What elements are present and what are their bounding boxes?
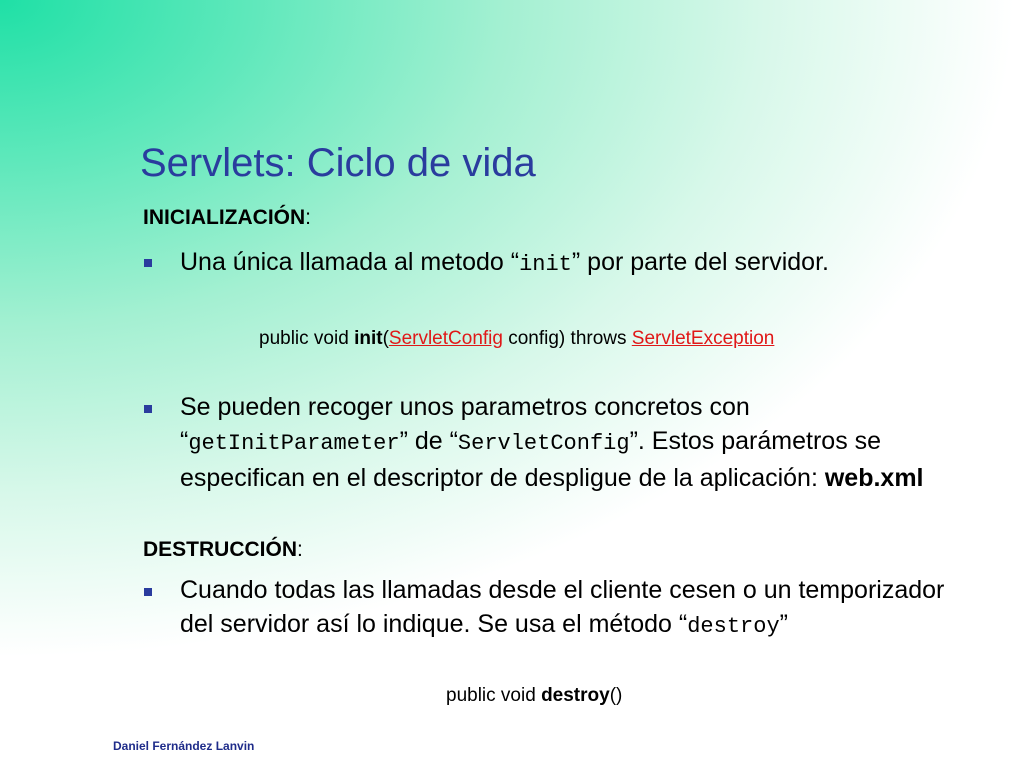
destroy-signature-method: destroy <box>541 685 610 706</box>
init-heading-colon: : <box>305 206 311 229</box>
slide-title: Servlets: Ciclo de vida <box>140 141 536 185</box>
destroy-section-heading <box>143 538 303 562</box>
destroy-code: destroy <box>687 614 780 639</box>
init-bullet-1 <box>180 245 970 282</box>
init-bullet-2-text-1: Se pueden recoger unos parametros concretos con “ <box>180 393 750 455</box>
init-signature-prefix: public void <box>259 328 355 349</box>
destroy-bullet-text-2: ” <box>779 610 788 638</box>
init-bullet-2-text-3: ”. Estos parámetros se especifican en el descriptor de despligue de la aplicación: <box>180 427 882 492</box>
getinitparameter-code: getInitParameter <box>188 431 400 456</box>
init-bullet-2 <box>180 390 970 495</box>
destroy-signature <box>446 685 622 707</box>
destroy-bullet-text-1: Cuando todas las llamadas desde el cliente cesen o un temporizador del servidor así lo indique. Se usa el método “ <box>180 576 945 638</box>
init-bullet-1-text-after: ” por parte del servidor. <box>571 248 829 276</box>
bullet-square-icon <box>144 588 152 596</box>
init-signature-method: init <box>354 328 383 349</box>
footer-author: Daniel Fernández Lanvin <box>113 739 255 753</box>
init-code: init <box>519 252 572 277</box>
init-bullet-1-text-before: Una única llamada al metodo “ <box>180 248 520 276</box>
init-section-heading <box>143 206 311 230</box>
destroy-heading-text: DESTRUCCIÓN <box>143 538 298 561</box>
destroy-bullet-1 <box>180 573 970 644</box>
bullet-square-icon <box>144 259 152 267</box>
web-xml-text: web.xml <box>824 464 924 492</box>
servletconfig-code: ServletConfig <box>457 431 630 456</box>
destroy-signature-prefix: public void <box>446 685 542 706</box>
servletconfig-link[interactable]: ServletConfig <box>388 328 503 349</box>
destroy-heading-colon: : <box>297 538 303 561</box>
init-heading-text: INICIALIZACIÓN <box>143 206 306 229</box>
init-bullet-2-text-2: ” de “ <box>399 427 458 455</box>
init-signature-open: ( <box>382 328 389 349</box>
init-signature <box>259 328 774 350</box>
bullet-square-icon <box>144 405 152 413</box>
servletexception-link[interactable]: ServletException <box>631 328 775 349</box>
destroy-signature-suffix: () <box>609 685 623 706</box>
init-signature-param-rest: config) throws <box>502 328 632 349</box>
